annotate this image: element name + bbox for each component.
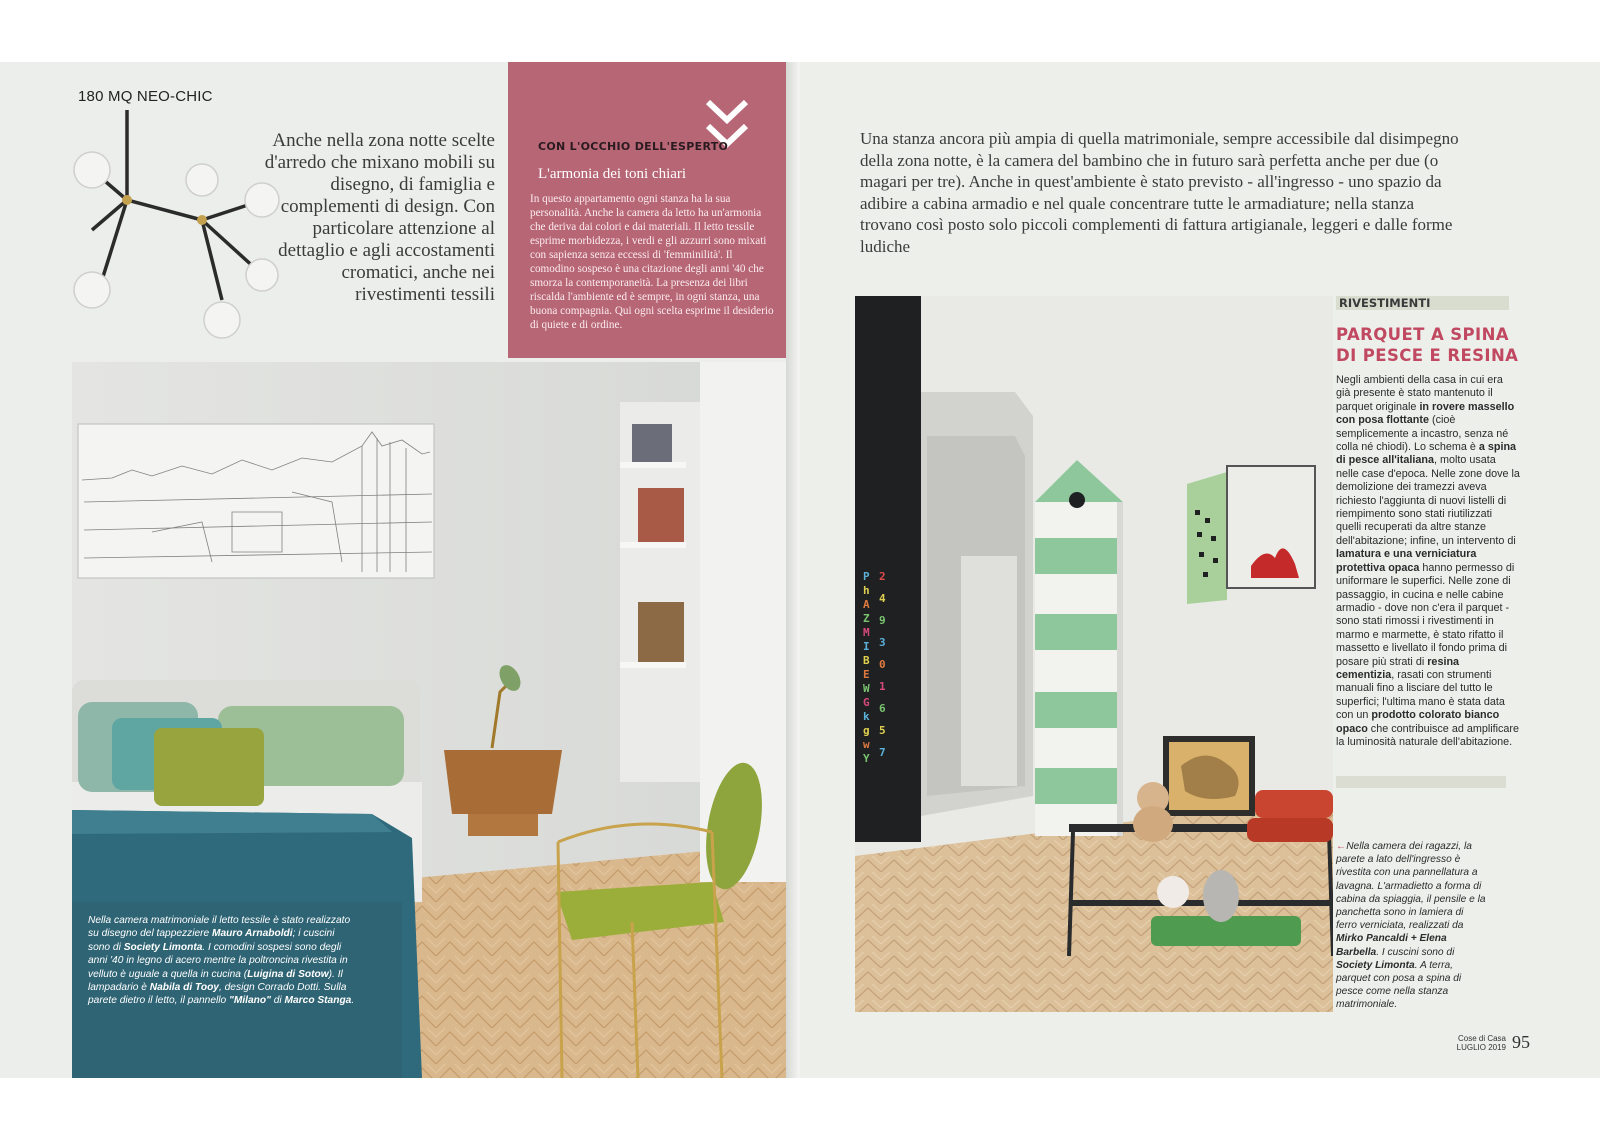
folio-magazine-info	[1457, 1034, 1506, 1052]
svg-text:k: k	[863, 710, 870, 723]
sidebar-tag: RIVESTIMENTI	[1336, 296, 1509, 310]
expert-box-body: In questo appartamento ogni stanza ha la sua personalità. Anche la camera da letto ha un'armonia che deriva dai colori e dai materiali. Il letto tessile esprime morbidezza, i verdi e gli azzurri sono mixati con sapienza senza eccessi di 'femminilità'. Il comodino sospeso è una citazione degli anni '40 che smorza la contemporaneità. La presenza dei libri riscalda l'ambiente ed è sempre, in ogni stanza, una buona compagnia. Qui ogni scelta esprime il desiderio di quiete e di ordine.	[530, 193, 774, 331]
right-page	[800, 62, 1600, 1078]
svg-text:1: 1	[879, 680, 886, 693]
sidebar-bottom-rule	[1336, 776, 1506, 788]
intro-text-left: Anche nella zona notte scelte d'arredo che mixano mobili su disegno, di famiglia e complementi di design. Con particolare attenzione al dettaglio e agli accostamenti cromatici, anche nei rivestimenti tessili	[264, 130, 495, 305]
svg-text:6: 6	[879, 702, 886, 715]
kids-room-photo	[855, 296, 1333, 1012]
svg-text:h: h	[863, 584, 870, 597]
folio-issue: LUGLIO 2019	[1456, 1043, 1506, 1052]
svg-text:9: 9	[879, 614, 886, 627]
svg-text:5: 5	[879, 724, 886, 737]
svg-text:7: 7	[879, 746, 886, 759]
expert-box-title: L'armonia dei toni chiari	[538, 166, 687, 182]
intro-text-right: Una stanza ancora più ampia di quella matrimoniale, sempre accessibile dal disimpegno della zona notte, è la camera del bambino che in futuro sarà perfetta anche per due (o magari per tre). Anche in quest'ambiente è stato previsto - all'ingresso - uno spazio da adibire a cabina armadio e nel quale concentrare tutte le armadiature; nella stanza trovano così posto solo piccoli complementi di fattura artigianale, leggeri e dalle forme ludiche	[860, 129, 1459, 256]
svg-text:P: P	[863, 570, 870, 583]
svg-text:Y: Y	[863, 752, 870, 765]
svg-text:w: w	[863, 738, 870, 751]
svg-text:2: 2	[879, 570, 886, 583]
svg-text:4: 4	[879, 592, 886, 605]
svg-text:E: E	[863, 668, 870, 681]
svg-text:I: I	[863, 640, 870, 653]
svg-text:Z: Z	[863, 612, 870, 625]
expert-box-tag: CON L'OCCHIO DELL'ESPERTO	[538, 140, 729, 153]
svg-text:A: A	[863, 598, 870, 611]
arrow-left-icon: ←	[1336, 841, 1347, 852]
svg-text:g: g	[863, 724, 870, 737]
sidebar-title-line-2: DI PESCE E RESINA	[1336, 346, 1519, 365]
page-number: 95	[1512, 1032, 1530, 1052]
section-label: 180 MQ NEO-CHIC	[78, 88, 213, 105]
sidebar-title	[1336, 324, 1526, 366]
sidebar-body: Negli ambienti della casa in cui era già presente è stato mantenuto il parquet originale in rovere massello con posa flottante (cioè semplicemente a incastro, senza né colla né chiodi). Lo schema è a spina di pesce all'italiana, molto usata nelle case d'epoca. Nelle zone dove la demolizione dei tramezzi aveva richiesto l'aggiunta di nuovi listelli di riempimento sono stati riutilizzati quelli recuperati da altre stanze dell'abitazione; infine, un intervento di lamatura e una verniciatura protettiva opaca hanno permesso di uniformare le superfici. Nelle zone di passaggio, in cucina e nelle cabine armadio - dove non c'era il parquet - sono stati rimossi i rivestimenti in marmo e marmette, è stato rifatto il massetto e livellato il fondo prima di posare più strati di resina cementizia, rasati con strumenti manuali fino a lisciare del tutto le superfici; l'ultima mano è stata data con un prodotto colorato bianco opaco che contribuisce ad amplificare la luminosità naturale dell'abitazione.	[1336, 374, 1520, 748]
svg-text:B: B	[863, 654, 870, 667]
svg-text:0: 0	[879, 658, 886, 671]
svg-text:M: M	[863, 626, 870, 639]
photo-caption-right: ←Nella camera dei ragazzi, la parete a lato dell'ingresso è rivestita con una pannellatura a lavagna. L'armadietto a forma di cabina da spiaggia, il pensile e la panchetta sono in lamiera di ferro verniciata, realizzati da Mirko Pancaldi + Elena Barbella. I cuscini sono di Society Limonta. A terra, parquet con posa a spina di pesce come nella stanza matrimoniale.	[1336, 841, 1486, 1011]
svg-text:W: W	[863, 682, 870, 695]
page-folio	[1440, 1032, 1590, 1054]
svg-text:3: 3	[879, 636, 886, 649]
sidebar-title-line-1: PARQUET A SPINA	[1336, 325, 1509, 344]
folio-magazine-name: Cose di Casa	[1457, 1034, 1506, 1043]
magazine-spread	[0, 62, 1600, 1078]
photo-caption-left: Nella camera matrimoniale il letto tessile è stato realizzato su disegno del tappezziere Mauro Arnaboldi; i cuscini sono di Society Limonta. I comodini sospesi sono degli anni '40 in legno di acero mentre la poltroncina rivestita in velluto è uguale a quella in cucina (Luigina di Sotow). Il lampadario è Nabila di Tooy, design Corrado Dotti. Sulla parete dietro il letto, il pannello "Milano" di Marco Stanga.	[88, 915, 355, 1007]
svg-text:G: G	[863, 696, 870, 709]
left-page	[0, 62, 800, 1078]
chandelier-illustration	[72, 110, 282, 360]
